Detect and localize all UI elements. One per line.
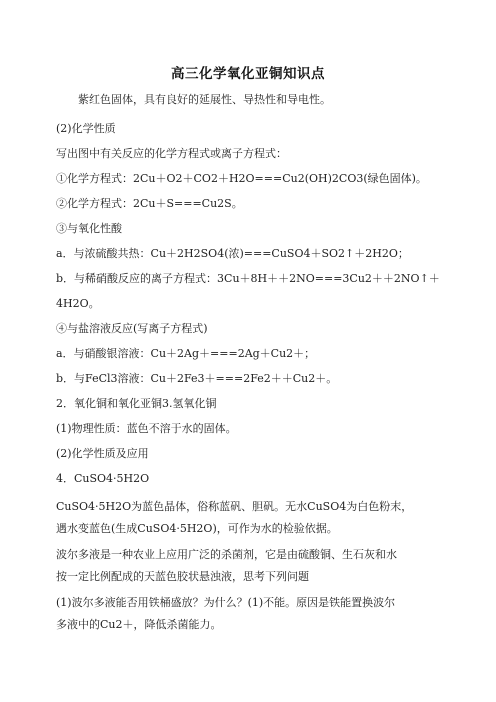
paragraph-line: (1)波尔多液能否用铁桶盛放？为什么？(1)不能。原因是铁能置换波尔	[56, 596, 396, 609]
paragraph-line: CuSO4·5H2O为蓝色晶体，俗称蓝矾、胆矾。无水CuSO4为白色粉末，	[56, 500, 413, 513]
paragraph-line: (1)物理性质：蓝色不溶于水的固体。	[56, 422, 237, 435]
document-title: 高三化学氧化亚铜知识点	[171, 66, 325, 82]
paragraph-line: (2)化学性质及应用	[56, 447, 149, 460]
paragraph-line: 紫红色固体，具有良好的延展性、导热性和导电性。	[56, 93, 331, 106]
paragraph-line: 写出图中有关反应的化学方程式或离子方程式：	[56, 147, 287, 160]
paragraph-line: 4．CuSO4·5H2O	[56, 472, 150, 485]
paragraph-line: 2．氧化铜和氧化亚铜3.氢氧化铜	[56, 397, 217, 410]
paragraph-line: ④与盐溶液反应(写离子方程式)	[56, 322, 208, 335]
paragraph-line: ③与氧化性酸	[56, 222, 122, 235]
paragraph-line: b．与FeCl3溶液：Cu＋2Fe3＋===2Fe2＋＋Cu2＋。	[56, 372, 338, 385]
paragraph-line: ①化学方程式：2Cu＋O2＋CO2＋H2O===Cu2(OH)2CO3(绿色固体)。	[56, 172, 427, 185]
paragraph-line: (2)化学性质	[56, 122, 116, 135]
paragraph-line: 多液中的Cu2＋，降低杀菌能力。	[56, 618, 222, 631]
paragraph-line: 4H2O。	[56, 297, 100, 310]
paragraph-line: a．与浓硫酸共热：Cu＋2H2SO4(浓)===CuSO4＋SO2↑＋2H2O；	[56, 247, 409, 260]
paragraph-line: b．与稀硝酸反应的离子方程式：3Cu＋8H＋＋2NO===3Cu2＋＋2NO↑＋	[56, 272, 440, 285]
paragraph-line: 遇水变蓝色(生成CuSO4·5H2O)，可作为水的检验依据。	[56, 522, 338, 535]
paragraph-line: 波尔多液是一种农业上应用广泛的杀菌剂，它是由硫酸铜、生石灰和水	[56, 548, 397, 561]
paragraph-line: a．与硝酸银溶液：Cu＋2Ag＋===2Ag＋Cu2＋；	[56, 347, 316, 360]
paragraph-line: 按一定比例配成的天蓝色胶状悬浊液，思考下列问题	[56, 570, 309, 583]
paragraph-line: ②化学方程式：2Cu＋S===Cu2S。	[56, 197, 243, 210]
